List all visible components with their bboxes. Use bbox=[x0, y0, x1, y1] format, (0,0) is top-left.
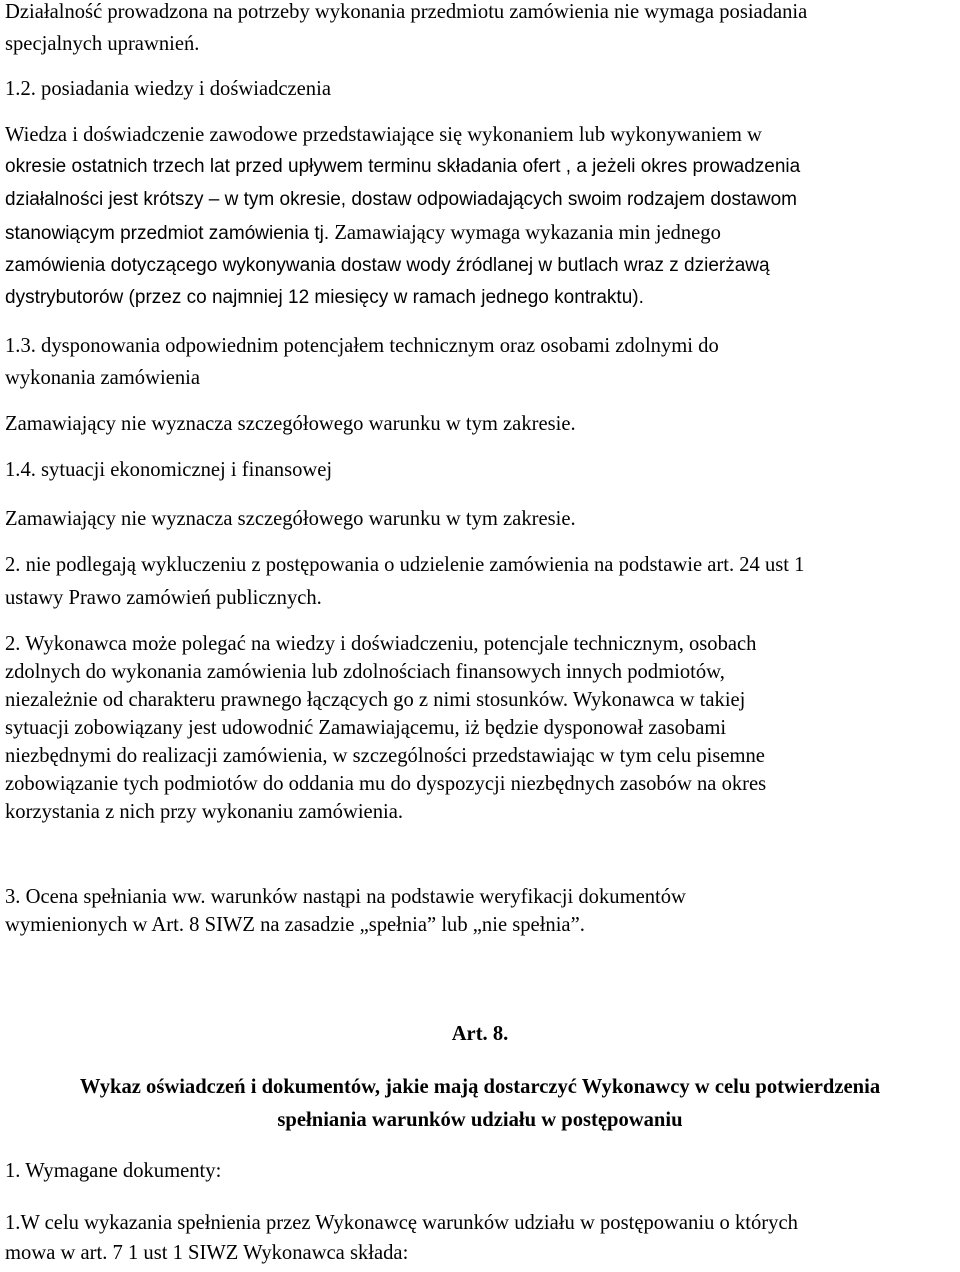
paragraph-line: zobowiązanie tych podmiotów do oddania mu do dyspozycji niezbędnych zasobów na okres bbox=[5, 773, 767, 795]
paragraph-line: specjalnych uprawnień. bbox=[5, 33, 200, 55]
paragraph-line: wymienionych w Art. 8 SIWZ na zasadzie „spełnia” lub „nie spełnia”. bbox=[5, 914, 585, 936]
paragraph-line: dystrybutorów (przez co najmniej 12 miesięcy w ramach jednego kontraktu). bbox=[5, 287, 644, 308]
article-number: Art. 8. bbox=[451, 1023, 509, 1045]
paragraph-line: ustawy Prawo zamówień publicznych. bbox=[5, 587, 322, 609]
paragraph-line: korzystania z nich przy wykonaniu zamówienia. bbox=[5, 801, 404, 823]
article-title: spełniania warunków udziału w postępowaniu bbox=[277, 1109, 683, 1131]
paragraph-line: zdolnych do wykonania zamówienia lub zdolnościach finansowych innych podmiotów, bbox=[5, 661, 725, 683]
paragraph-line: 1.W celu wykazania spełnienia przez Wykonawcę warunków udziału w postępowaniu o których bbox=[5, 1212, 798, 1234]
paragraph-line: Zamawiający nie wyznacza szczegółowego warunku w tym zakresie. bbox=[5, 413, 576, 435]
section-heading-1-2: 1.2. posiadania wiedzy i doświadczenia bbox=[5, 78, 331, 100]
paragraph-line: 2. Wykonawca może polegać na wiedzy i doświadczeniu, potencjale technicznym, osobach bbox=[5, 633, 757, 655]
paragraph-line: działalności jest krótszy – w tym okresie, dostaw odpowiadających swoim rodzajem dostawom bbox=[5, 189, 797, 210]
paragraph-fragment: stanowiącym przedmiot zamówienia tj. bbox=[5, 223, 330, 244]
paragraph-fragment: Zamawiający wymaga wykazania min jednego bbox=[329, 222, 721, 244]
paragraph-line: Zamawiający nie wyznacza szczegółowego warunku w tym zakresie. bbox=[5, 508, 576, 530]
paragraph-line-mixed bbox=[5, 220, 721, 247]
paragraph-line: Wiedza i doświadczenie zawodowe przedstawiające się wykonaniem lub wykonywaniem w bbox=[5, 124, 762, 146]
paragraph-line: 3. Ocena spełniania ww. warunków nastąpi na podstawie weryfikacji dokumentów bbox=[5, 886, 686, 908]
paragraph-line: 2. nie podlegają wykluczeniu z postępowania o udzielenie zamówienia na podstawie art. 24 ust 1 bbox=[5, 554, 805, 576]
paragraph-line: zamówienia dotyczącego wykonywania dostaw wody źródlanej w butlach wraz z dzierżawą bbox=[5, 255, 770, 276]
article-title: Wykaz oświadczeń i dokumentów, jakie mają dostarczyć Wykonawcy w celu potwierdzenia bbox=[79, 1076, 881, 1098]
paragraph-line: sytuacji zobowiązany jest udowodnić Zamawiającemu, iż będzie dysponował zasobami bbox=[5, 717, 727, 739]
paragraph-line: 1. Wymagane dokumenty: bbox=[5, 1160, 222, 1182]
section-heading-1-3: 1.3. dysponowania odpowiednim potencjałem technicznym oraz osobami zdolnymi do bbox=[5, 335, 719, 357]
paragraph-line: okresie ostatnich trzech lat przed upływem terminu składania ofert , a jeżeli okres prowadzenia bbox=[5, 156, 801, 177]
paragraph-line: Działalność prowadzona na potrzeby wykonania przedmiotu zamówienia nie wymaga posiadania bbox=[5, 1, 808, 23]
paragraph-line: mowa w art. 7 1 ust 1 SIWZ Wykonawca składa: bbox=[5, 1242, 409, 1264]
section-heading-1-4: 1.4. sytuacji ekonomicznej i finansowej bbox=[5, 459, 333, 481]
section-heading-1-3: wykonania zamówienia bbox=[5, 367, 200, 389]
paragraph-line: niezależnie od charakteru prawnego łączących go z nimi stosunków. Wykonawca w takiej bbox=[5, 689, 746, 711]
paragraph-line: niezbędnymi do realizacji zamówienia, w szczególności przedstawiając w tym celu pisemne bbox=[5, 745, 765, 767]
